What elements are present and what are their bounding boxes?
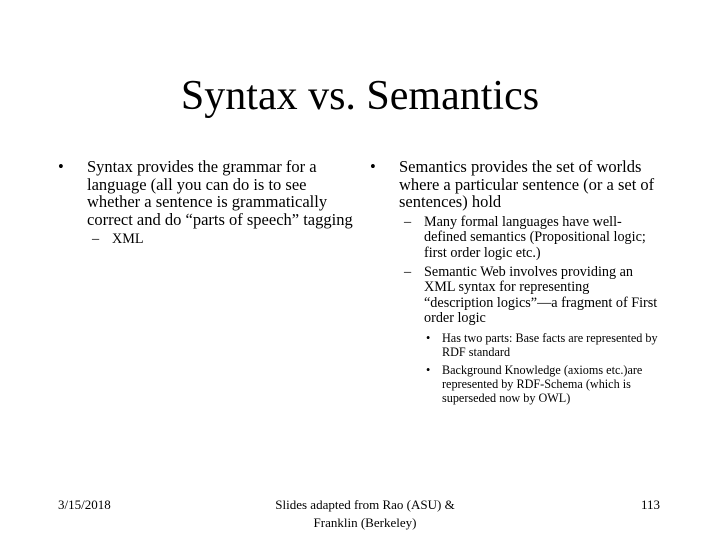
subsub-bullet-background-knowledge [424, 363, 662, 405]
sub-bullet-text: XML [112, 231, 144, 248]
dash-marker: – [404, 264, 412, 280]
bullet-text: Semantics provides the set of worlds where a particular sentence (or a set of sentences) hold [399, 157, 655, 212]
sub-bullet-xml [87, 232, 354, 247]
dash-marker: – [92, 231, 100, 248]
bullet-syntax [58, 158, 354, 228]
left-column [58, 158, 354, 248]
footer-date: 3/15/2018 [58, 497, 111, 512]
sub-bullet-formal-languages [399, 215, 662, 261]
sub-bullet-text: Many formal languages have well-defined semantics (Propositional logic; first order logic etc.) [424, 213, 646, 261]
subsub-bullet-two-parts [424, 331, 662, 359]
dash-marker: – [404, 213, 412, 230]
bullet-marker: • [426, 330, 431, 345]
bullet-semantics [370, 158, 662, 211]
bullet-text: Syntax provides the grammar for a language (all you can do is to see whether a sentence is grammatically correct and do “parts of speech” tagging [87, 157, 353, 229]
page-number: 113 [640, 497, 660, 512]
bullet-marker: • [426, 362, 431, 377]
subsub-bullet-text: Has two parts: Base facts are represented by RDF standard [442, 330, 658, 359]
sub-bullet-text: Semantic Web involves providing an XML syntax for representing “description logics”—a fragment of First order logic [424, 264, 658, 327]
sub-bullet-semantic-web [399, 265, 662, 327]
subsub-bullet-text: Background Knowledge (axioms etc.)are represented by RDF-Schema (which is superseded now by OWL) [442, 362, 643, 405]
slide-title: Syntax vs. Semantics [180, 73, 540, 119]
footer-credit: Slides adapted from Rao (ASU) & Franklin (Berkeley) [275, 497, 455, 530]
bullet-marker: • [370, 157, 376, 176]
bullet-marker: • [58, 157, 64, 176]
right-column [370, 158, 662, 405]
